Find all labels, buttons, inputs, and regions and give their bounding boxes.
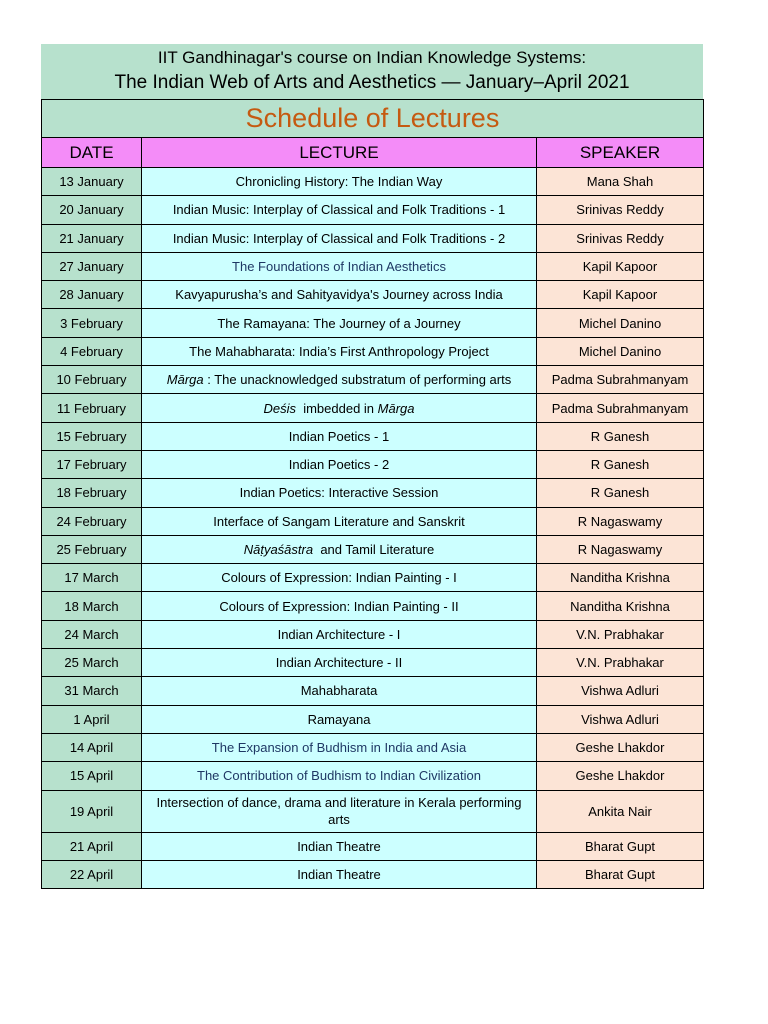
lecture-cell [142,394,537,422]
lecture-cell [142,507,537,535]
speaker-cell: Mana Shah [537,168,704,196]
date-cell: 28 January [42,281,142,309]
speaker-cell: R Ganesh [537,422,704,450]
lecture-italic-term: Deśis [263,400,296,416]
lecture-title: Indian Poetics: Interactive Session [239,485,439,501]
table-row [42,281,704,309]
lecture-title: Intersection of dance, drama and literature in Kerala performing arts [156,795,526,828]
speaker-cell: Michel Danino [537,337,704,365]
lecture-italic-term: Nāṭyaśāstra [243,542,314,557]
date-cell: 21 January [42,224,142,252]
lecture-title: Indian Theatre [297,838,381,854]
lecture-title: Chronicling History: The Indian Way [235,174,443,190]
lecture-cell [142,479,537,507]
date-cell: 15 February [42,422,142,450]
date-cell: 25 February [42,535,142,563]
speaker-cell: Bharat Gupt [537,860,704,888]
table-row [42,168,704,196]
column-header-speaker: SPEAKER [537,138,704,168]
lecture-cell [142,309,537,337]
lecture-cell [142,366,537,394]
table-row [42,450,704,478]
lecture-cell [142,705,537,733]
date-cell: 10 February [42,366,142,394]
table-row [42,620,704,648]
speaker-cell: Srinivas Reddy [537,224,704,252]
speaker-cell: Nanditha Krishna [537,592,704,620]
speaker-cell: R Nagaswamy [537,535,704,563]
speaker-cell: Kapil Kapoor [537,281,704,309]
date-cell: 25 March [42,649,142,677]
lecture-table [41,99,704,889]
course-title: The Indian Web of Arts and Aesthetics — January–April 2021 [114,72,630,93]
table-row [42,479,704,507]
table-row [42,790,704,832]
lecture-cell [142,337,537,365]
speaker-cell: Michel Danino [537,309,704,337]
table-row [42,309,704,337]
lecture-title: imbedded in [295,400,378,416]
lecture-cell [142,196,537,224]
lecture-title: Ramayana [307,711,371,727]
lecture-title: The Mahabharata: India’s First Anthropology Project [189,343,489,359]
speaker-cell: Kapil Kapoor [537,252,704,280]
table-row [42,337,704,365]
date-cell: 15 April [42,762,142,790]
lecture-cell [142,450,537,478]
speaker-cell: R Nagaswamy [537,507,704,535]
date-cell: 19 April [42,790,142,832]
speaker-cell: Padma Subrahmanyam [537,366,704,394]
table-row [42,860,704,888]
lecture-title: Indian Architecture - I [277,626,401,642]
lecture-cell [142,422,537,450]
lecture-title: The Contribution of Budhism to Indian Civilization [197,768,481,784]
column-header-date: DATE [42,138,142,168]
lecture-title: The Foundations of Indian Aesthetics [232,259,446,275]
lecture-title: Indian Music: Interplay of Classical and Folk Traditions - 2 [172,230,506,246]
lecture-cell [142,168,537,196]
table-row [42,733,704,761]
lecture-cell [142,790,537,832]
speaker-cell: Vishwa Adluri [537,705,704,733]
lecture-title: Mahabharata [300,683,378,699]
schedule-sheet [41,44,703,889]
column-header-row [42,138,704,168]
date-cell: 3 February [42,309,142,337]
table-row [42,224,704,252]
lecture-title: Indian Music: Interplay of Classical and Folk Traditions - 1 [172,202,506,218]
date-cell: 24 February [42,507,142,535]
lecture-cell [142,649,537,677]
table-row [42,507,704,535]
table-row [42,592,704,620]
date-cell: 31 March [42,677,142,705]
lecture-cell [142,832,537,860]
date-cell: 11 February [42,394,142,422]
lecture-italic-term: Mārga [166,372,204,388]
lecture-cell [142,281,537,309]
lecture-title: Indian Poetics - 2 [288,457,390,473]
lecture-cell [142,860,537,888]
lecture-cell [142,592,537,620]
lecture-cell [142,620,537,648]
table-row [42,252,704,280]
column-header-lecture: LECTURE [142,138,537,168]
speaker-cell: Padma Subrahmanyam [537,394,704,422]
table-row [42,705,704,733]
date-cell: 18 March [42,592,142,620]
table-row [42,677,704,705]
speaker-cell: Nanditha Krishna [537,564,704,592]
speaker-cell: Geshe Lhakdor [537,733,704,761]
lecture-cell [142,733,537,761]
lecture-title: and Tamil Literature [313,542,435,557]
table-row [42,564,704,592]
date-cell: 1 April [42,705,142,733]
lecture-title: Colours of Expression: Indian Painting - II [219,598,459,614]
date-cell: 20 January [42,196,142,224]
course-header [41,44,703,99]
speaker-cell: Ankita Nair [537,790,704,832]
lecture-title: The Expansion of Budhism in India and Asia [211,740,467,756]
speaker-cell: R Ganesh [537,479,704,507]
date-cell: 17 March [42,564,142,592]
table-row [42,649,704,677]
table-row [42,762,704,790]
date-cell: 18 February [42,479,142,507]
lecture-cell [142,564,537,592]
title-row [42,100,704,138]
table-row [42,535,704,563]
lecture-cell [142,677,537,705]
lecture-title: Kavyapurusha’s and Sahityavidya's Journey across India [175,287,503,303]
date-cell: 24 March [42,620,142,648]
lecture-cell [142,252,537,280]
speaker-cell: V.N. Prabhakar [537,649,704,677]
course-subtitle: IIT Gandhinagar's course on Indian Knowledge Systems: [157,48,587,67]
date-cell: 14 April [42,733,142,761]
date-cell: 22 April [42,860,142,888]
date-cell: 27 January [42,252,142,280]
speaker-cell: Vishwa Adluri [537,677,704,705]
lecture-cell [142,224,537,252]
table-row [42,422,704,450]
lecture-cell [142,762,537,790]
speaker-cell: Bharat Gupt [537,832,704,860]
page-title: Schedule of Lectures [42,100,704,138]
lecture-title: Indian Poetics - 1 [288,428,390,444]
date-cell: 21 April [42,832,142,860]
table-row [42,366,704,394]
lecture-italic-term: Mārga [377,400,415,416]
table-row [42,832,704,860]
speaker-cell: R Ganesh [537,450,704,478]
lecture-cell [142,535,537,563]
speaker-cell: V.N. Prabhakar [537,620,704,648]
lecture-title: Colours of Expression: Indian Painting - I [221,570,457,586]
speaker-cell: Geshe Lhakdor [537,762,704,790]
date-cell: 4 February [42,337,142,365]
table-row [42,196,704,224]
date-cell: 13 January [42,168,142,196]
lecture-title: Indian Architecture - II [275,655,403,671]
speaker-cell: Srinivas Reddy [537,196,704,224]
lecture-title: Interface of Sangam Literature and Sanskrit [213,513,465,529]
lecture-title: : The unacknowledged substratum of performing arts [203,372,512,388]
lecture-title: Indian Theatre [297,866,381,882]
date-cell: 17 February [42,450,142,478]
table-row [42,394,704,422]
lecture-title: The Ramayana: The Journey of a Journey [217,315,461,331]
